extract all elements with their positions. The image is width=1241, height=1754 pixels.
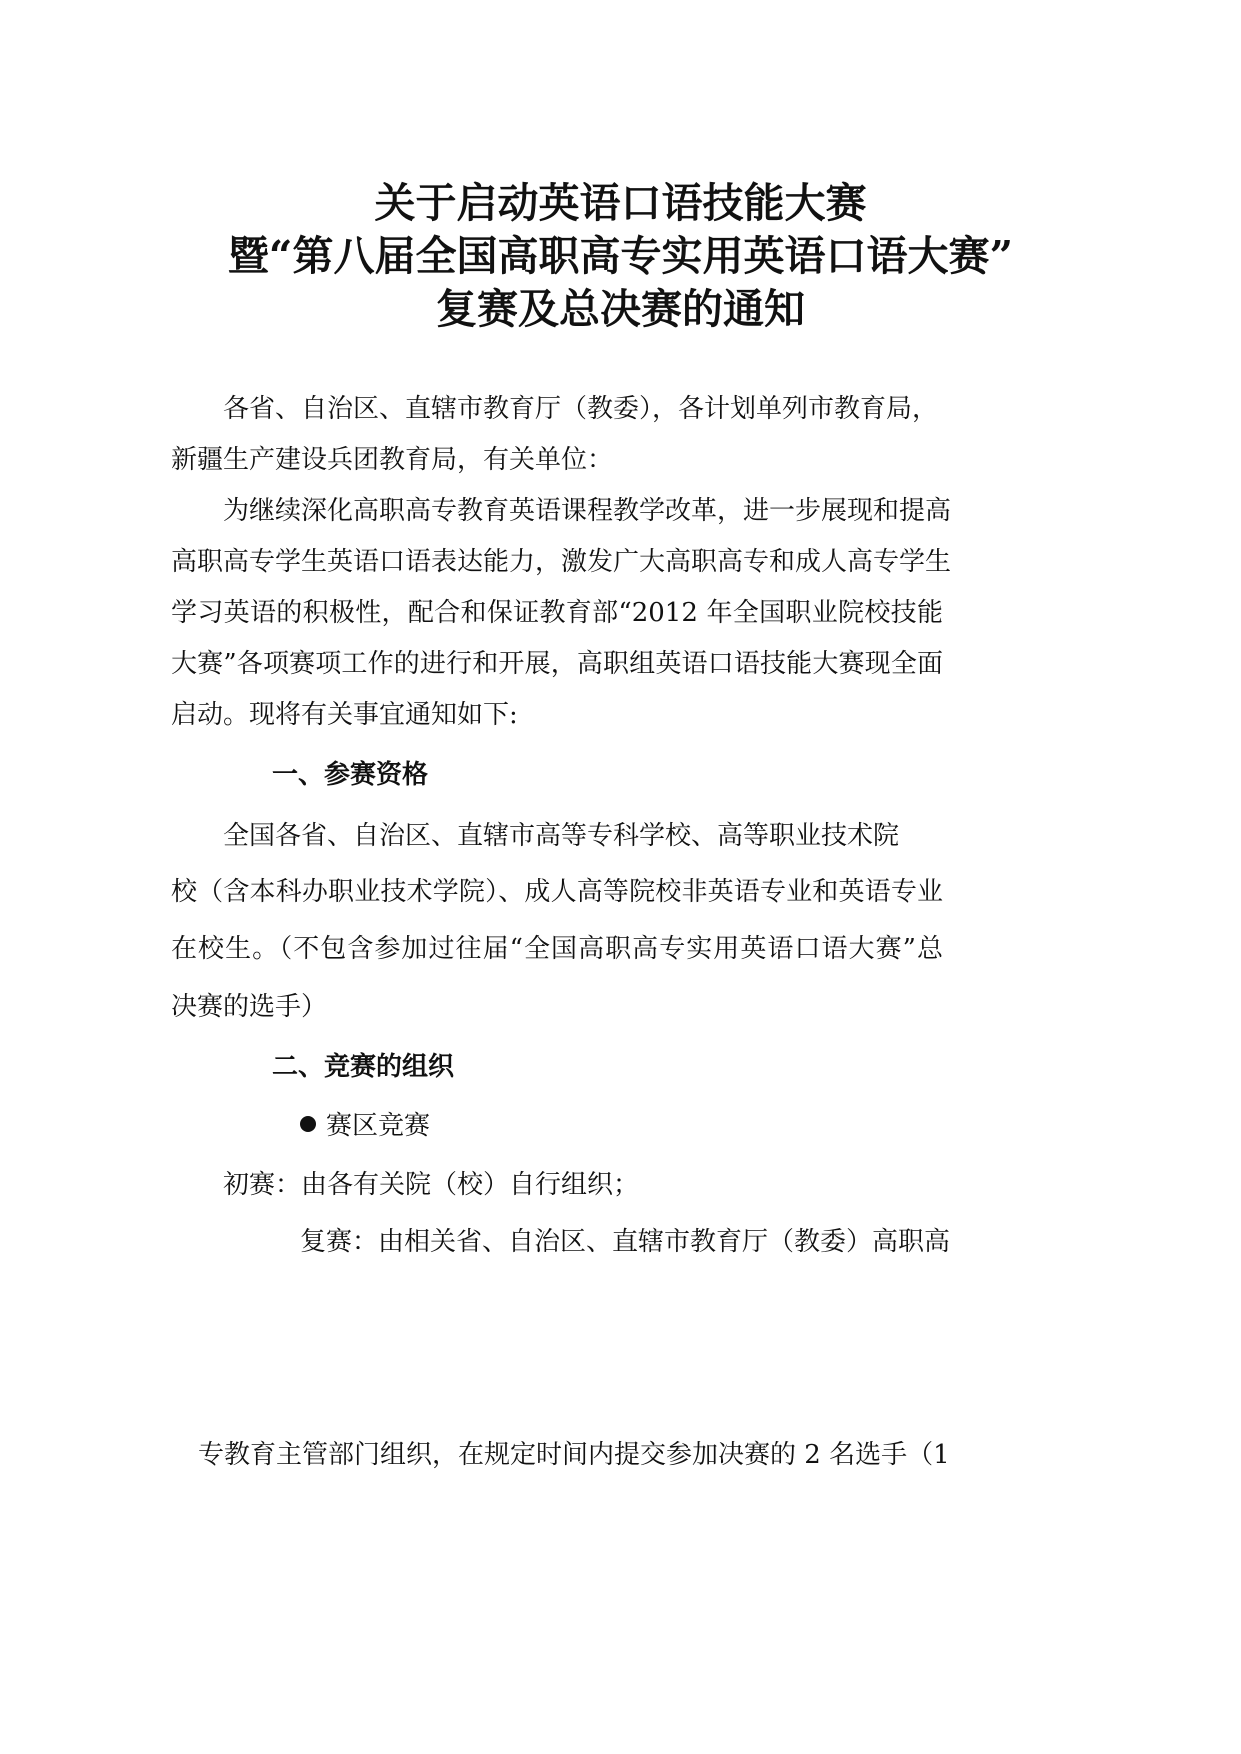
addressee-line-2: 新疆生产建设兵团教育局，有关单位： (171, 445, 614, 475)
document-title-line-1: 关于启动英语口语技能大赛 (374, 179, 867, 227)
bullet-item (300, 1106, 430, 1146)
page-2-continuation: 专教育主管部门组织，在规定时间内提交参加决赛的 2 名选手（1 (198, 1440, 950, 1470)
intro-line-2: 高职高专学生英语口语表达能力，激发广大高职高专和成人高专学生 (171, 547, 952, 577)
intro-line-5: 启动。现将有关事宜通知如下: (171, 700, 518, 730)
intro-line-3: 学习英语的积极性，配合和保证教育部“2012 年全国职业院校技能 (171, 598, 943, 628)
bullet-label: 赛区竞赛 (326, 1111, 431, 1141)
section-1-heading: 一、参赛资格 (272, 760, 429, 790)
intro-line-1: 为继续深化高职高专教育英语课程教学改革，进一步展现和提高 (223, 496, 952, 526)
section-1-line-3: 在校生。（不包含参加过往届“全国高职高专实用英语口语大赛”总 (171, 934, 943, 964)
section-1-line-2: 校（含本科办职业技术学院）、成人高等院校非英语专业和英语专业 (171, 877, 943, 907)
bullet-icon (300, 1116, 316, 1132)
section-1-line-1: 全国各省、自治区、直辖市高等专科学校、高等职业技术院 (223, 821, 900, 851)
preliminary-round: 初赛：由各有关院（校）自行组织； (223, 1170, 640, 1200)
section-1-line-4: 决赛的选手） (171, 992, 328, 1022)
addressee-line-1: 各省、自治区、直辖市教育厅（教委），各计划单列市教育局， (223, 394, 939, 424)
section-2-heading: 二、竞赛的组织 (272, 1052, 455, 1082)
intro-line-4: 大赛”各项赛项工作的进行和开展，高职组英语口语技能大赛现全面 (171, 649, 943, 679)
semifinal-round: 复赛：由相关省、自治区、直辖市教育厅（教委）高职高 (300, 1227, 951, 1257)
document-title-line-3: 复赛及总决赛的通知 (436, 285, 805, 333)
document-title-line-2: 暨“第八届全国高职高专实用英语口语大赛” (227, 232, 1014, 280)
